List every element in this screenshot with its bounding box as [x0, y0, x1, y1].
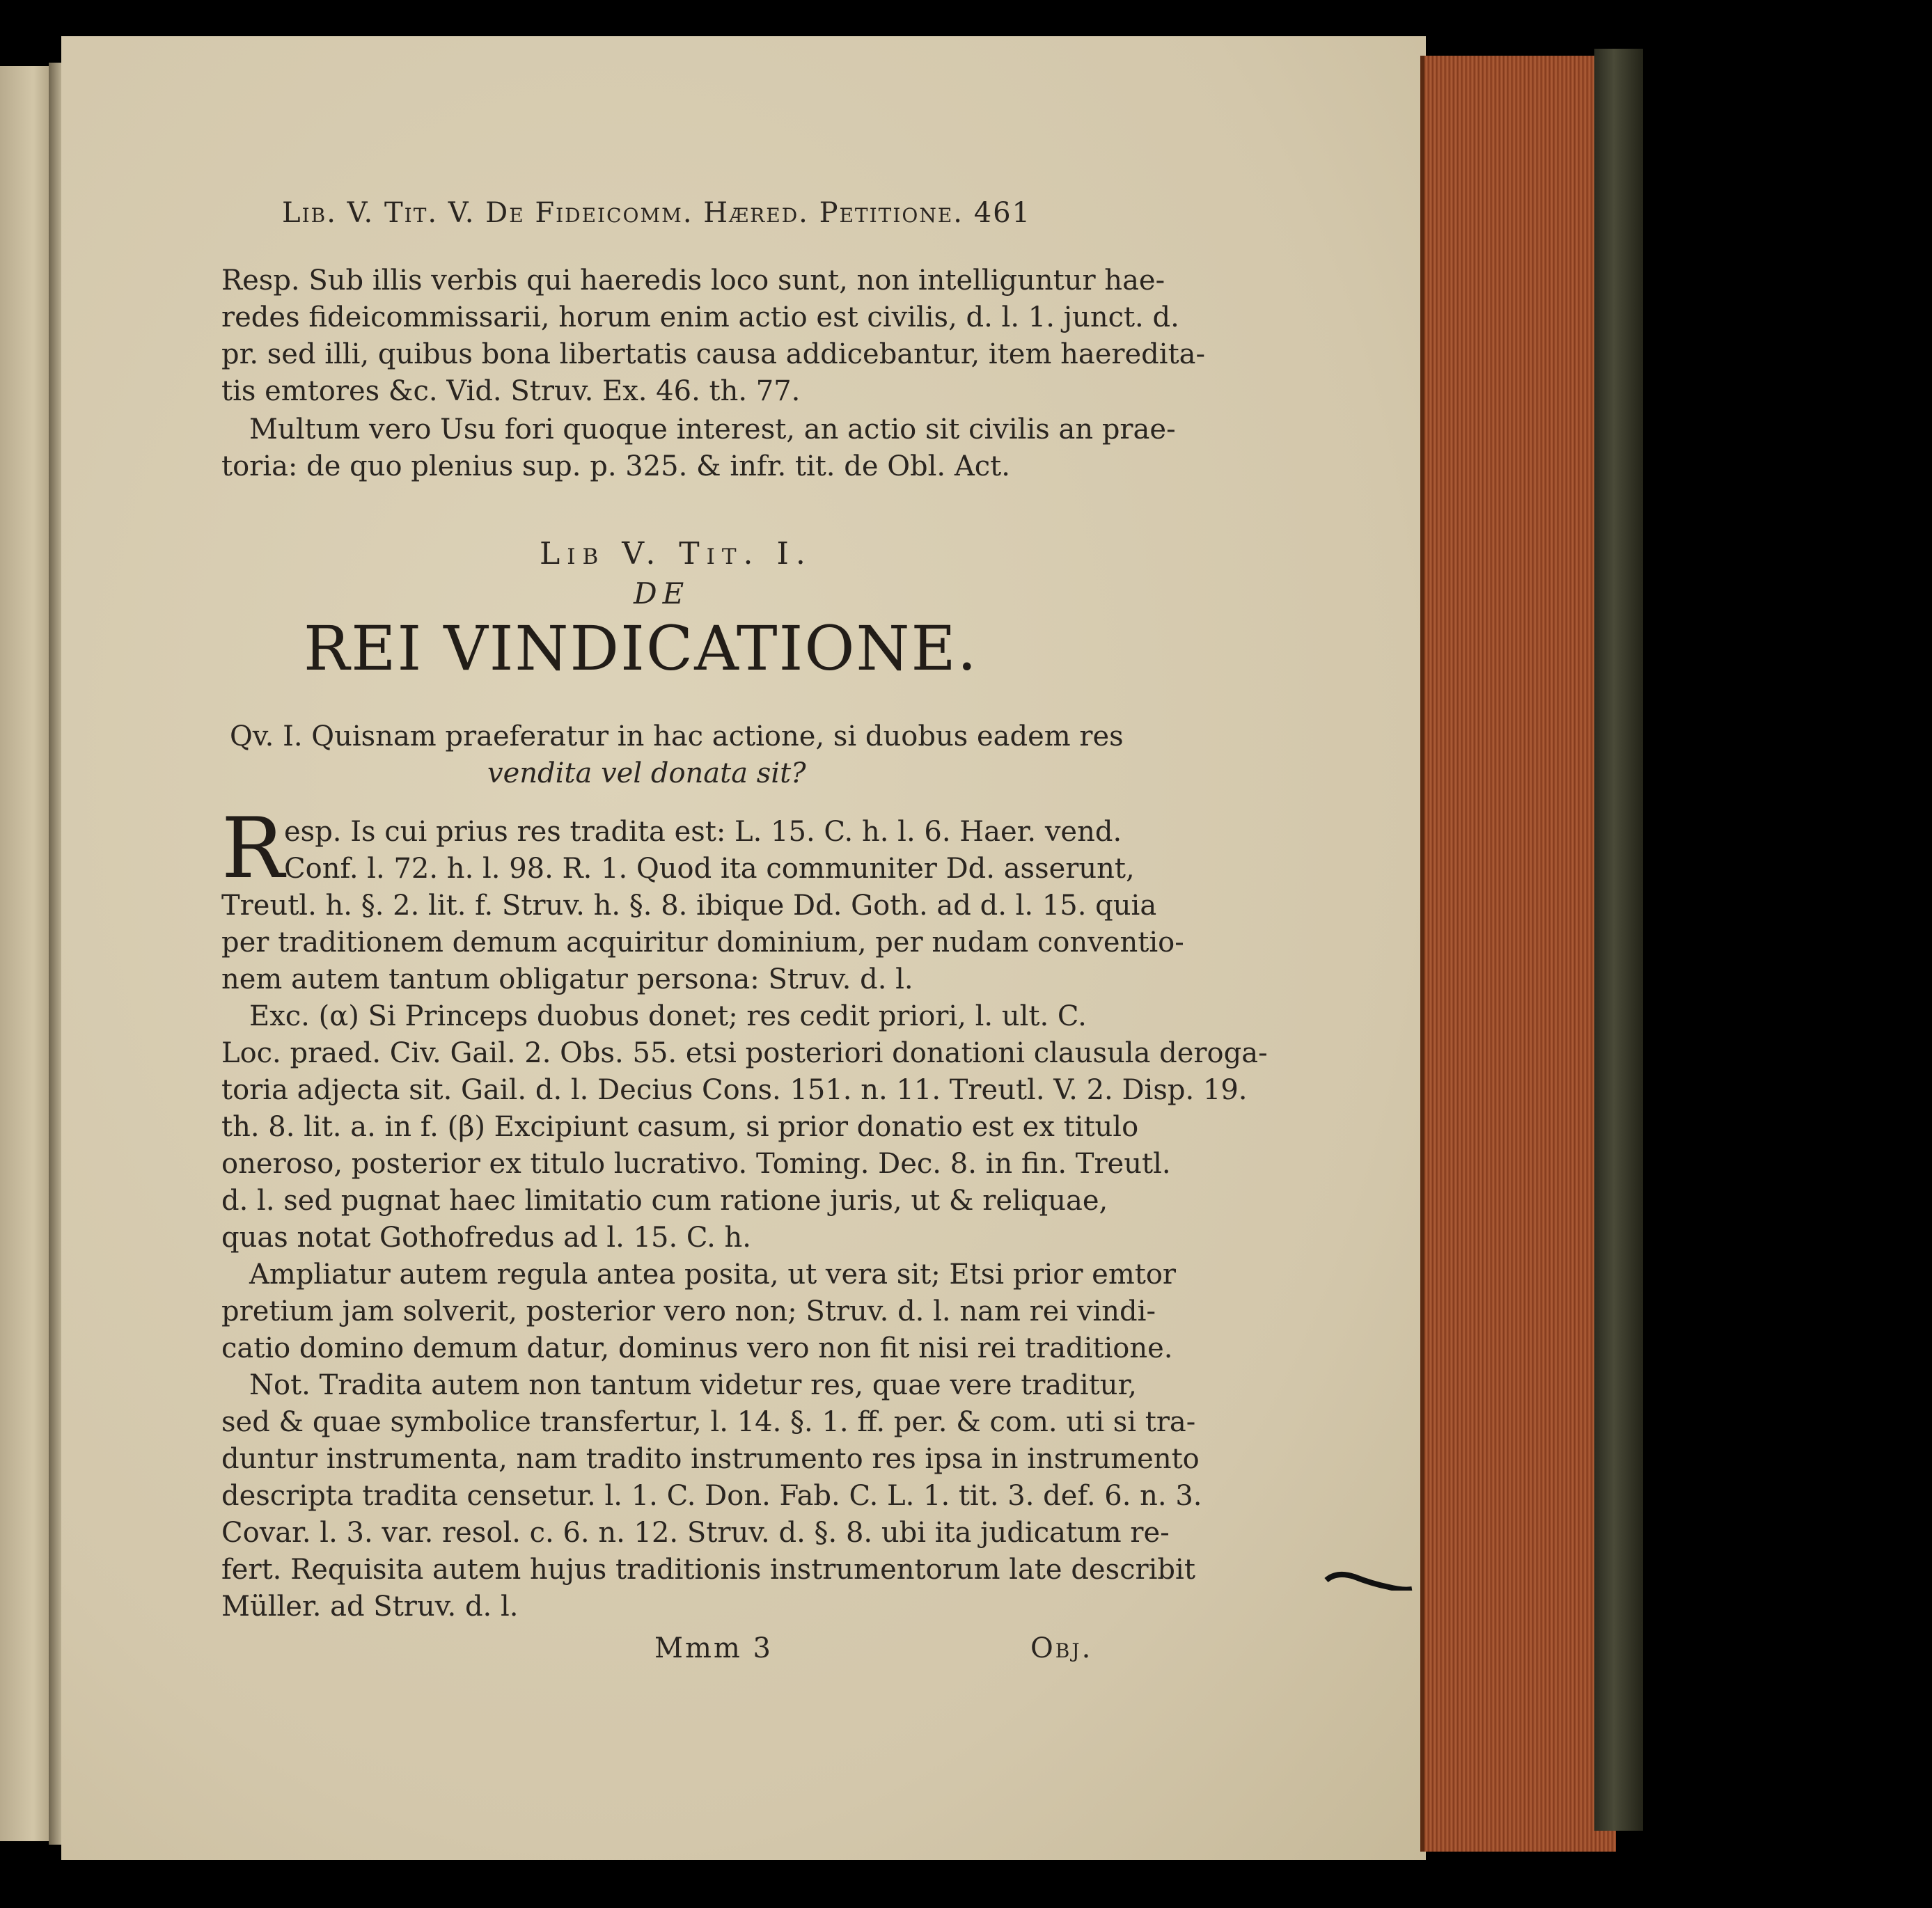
section-title: REI VINDICATIONE. — [304, 613, 978, 684]
text-line: catio domino demum datur, dominus vero non fit nisi rei traditione. — [221, 1332, 1173, 1364]
page-tear-mark — [1323, 1570, 1413, 1591]
text-line: descripta tradita censetur. l. 1. C. Don. Fab. C. L. 1. tit. 3. def. 6. n. 3. — [221, 1480, 1202, 1512]
question-line: Qv. I. Quisnam praeferatur in hac actione, si duobus eadem res — [230, 720, 1124, 752]
catchword: Obj. — [1030, 1632, 1093, 1664]
text-line: Covar. l. 3. var. resol. c. 6. n. 12. Struv. d. §. 8. ubi ita judicatum re- — [221, 1517, 1170, 1549]
text-line: Müller. ad Struv. d. l. — [221, 1591, 519, 1623]
text-line: Loc. praed. Civ. Gail. 2. Obs. 55. etsi posteriori donationi clausula deroga- — [221, 1037, 1268, 1069]
section-heading: Lib V. Tit. I. — [540, 536, 812, 571]
drop-cap: R — [221, 801, 285, 897]
text-line: pr. sed illi, quibus bona libertatis causa addicebantur, item haeredita- — [221, 338, 1206, 370]
text-line: oneroso, posterior ex titulo lucrativo. Toming. Dec. 8. in fin. Treutl. — [221, 1148, 1171, 1180]
text-line: nem autem tantum obligatur persona: Struv. d. l. — [221, 963, 913, 995]
page-fore-edge — [1420, 56, 1616, 1852]
text-line: d. l. sed pugnat haec limitatio cum ratione juris, ut & reliquae, — [221, 1185, 1108, 1217]
text-line: pretium jam solverit, posterior vero non; Struv. d. l. nam rei vindi- — [221, 1295, 1156, 1327]
text-line: duntur instrumenta, nam tradito instrumento res ipsa in instrumento — [221, 1443, 1200, 1475]
text-line: th. 8. lit. a. in f. (β) Excipiunt casum, si prior donatio est ex titulo — [221, 1111, 1139, 1143]
text-line: toria: de quo plenius sup. p. 325. & infr. tit. de Obl. Act. — [221, 450, 1010, 482]
text-line: Resp. Sub illis verbis qui haeredis loco sunt, non intelliguntur hae- — [221, 265, 1165, 297]
text-line: Conf. l. 72. h. l. 98. R. 1. Quod ita communiter Dd. asserunt, — [284, 853, 1135, 885]
text-line: Multum vero Usu fori quoque interest, an actio sit civilis an prae- — [249, 413, 1176, 446]
book-cover-edge — [1594, 49, 1643, 1831]
text-line: Treutl. h. §. 2. lit. f. Struv. h. §. 8. ibique Dd. Goth. ad d. l. 15. quia — [221, 890, 1157, 922]
text-line: redes fideicommissarii, horum enim actio est civilis, d. l. 1. junct. d. — [221, 301, 1179, 333]
text-line: tis emtores &c. Vid. Struv. Ex. 46. th. 77. — [221, 375, 801, 407]
text-line: Exc. (α) Si Princeps duobus donet; res cedit priori, l. ult. C. — [249, 1000, 1087, 1032]
text-line: Ampliatur autem regula antea posita, ut vera sit; Etsi prior emtor — [249, 1259, 1177, 1291]
running-head: Lib. V. Tit. V. De Fideicomm. Hæred. Petitione. 461 — [282, 197, 1032, 229]
signature-mark: Mmm 3 — [654, 1632, 773, 1664]
text-line: Not. Tradita autem non tantum videtur res, quae vere traditur, — [249, 1369, 1137, 1401]
left-page-edge — [0, 66, 56, 1841]
question-line: vendita vel donata sit? — [487, 757, 806, 789]
text-line: toria adjecta sit. Gail. d. l. Decius Cons. 151. n. 11. Treutl. V. 2. Disp. 19. — [221, 1074, 1248, 1106]
text-line: sed & quae symbolice transfertur, l. 14. §. 1. ff. per. & com. uti si tra- — [221, 1406, 1196, 1438]
text-line: per traditionem demum acquiritur dominium, per nudam conventio- — [221, 927, 1184, 959]
text-line: esp. Is cui prius res tradita est: L. 15. C. h. l. 6. Haer. vend. — [284, 816, 1122, 848]
text-line: quas notat Gothofredus ad l. 15. C. h. — [221, 1222, 751, 1254]
text-line: fert. Requisita autem hujus traditionis instrumentorum late describit — [221, 1554, 1195, 1586]
section-de: DE — [634, 576, 690, 610]
